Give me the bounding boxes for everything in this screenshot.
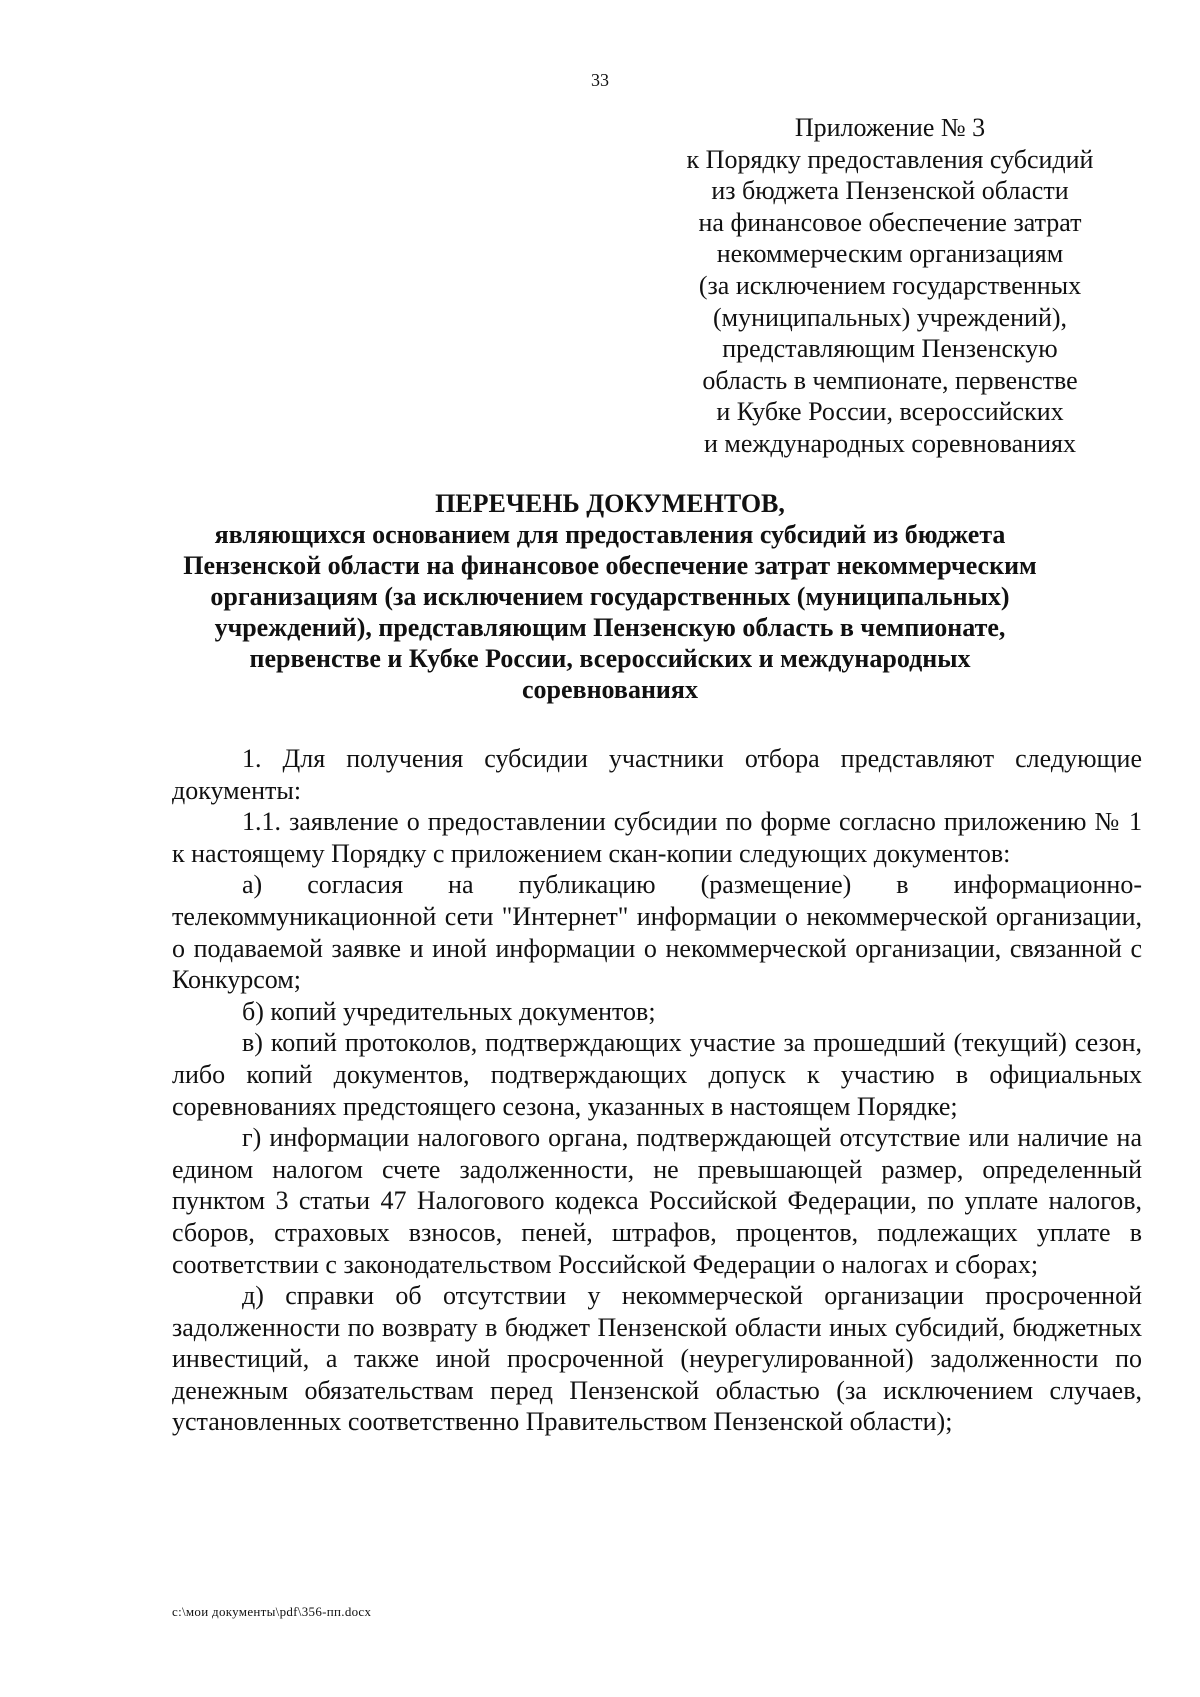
appendix-line: представляющим Пензенскую	[722, 334, 1058, 364]
appendix-line: (муниципальных) учреждений),	[712, 302, 1068, 332]
appendix-line: из бюджета Пензенской области	[711, 176, 1069, 206]
appendix-line: Приложение № 3	[794, 113, 986, 142]
title-line: Пензенской области на финансовое обеспечение затрат некоммерческим	[183, 551, 1037, 580]
paragraph-item-g: г) информации налогового органа, подтверждающей отсутствие или наличие на едином налогом счете задолженности, не превышающей размер, определенный пунктом 3 статьи 47 Налогового кодекса Российской Федерации, по уплате налогов, сборов, страховых взносов, пеней, штрафов, процентов, подлежащих уплате в соответствии с законодательством Российской Федерации о налогах и сборах;	[172, 1123, 1142, 1279]
appendix-line: и Кубке России, всероссийских	[716, 397, 1064, 427]
file-path-footer: c:\мои документы\pdf\356-пп.docx	[172, 1604, 372, 1619]
appendix-line: область в чемпионате, первенстве	[702, 365, 1078, 395]
paragraph-item-1: 1. Для получения субсидии участники отбора представляют следующие документы:	[172, 744, 1142, 805]
title-line: организациям (за исключением государственных (муниципальных)	[210, 582, 1010, 611]
paragraph-item-b: б) копий учредительных документов;	[242, 996, 656, 1026]
title-line: первенстве и Кубке России, всероссийских и международных	[249, 644, 971, 673]
appendix-line: и международных соревнованиях	[704, 428, 1076, 458]
appendix-line: к Порядку предоставления субсидий	[686, 144, 1094, 174]
title-line: соревнованиях	[522, 675, 698, 704]
title-line: являющихся основанием для предоставления субсидий из бюджета	[214, 520, 1006, 549]
paragraph-item-1-1: 1.1. заявление о предоставлении субсидии по форме согласно приложению № 1 к настоящему Порядку с приложением скан-копии следующих документов:	[172, 807, 1142, 868]
document-body	[172, 743, 1142, 1438]
appendix-line: (за исключением государственных	[698, 270, 1082, 300]
document-title	[150, 488, 1070, 705]
paragraph-item-a: а) согласия на публикацию (размещение) в информационно-телекоммуникационной сети "Интернет" информации о некоммерческой организации, о подаваемой заявке и иной информации о некоммерческой организации, связанной с Конкурсом;	[172, 870, 1142, 995]
paragraph-item-v: в) копий протоколов, подтверждающих участие за прошедший (текущий) сезон, либо копий документов, подтверждающих допуск к участию в официальных соревнованиях предстоящего сезона, указанных в настоящем Порядке;	[172, 1028, 1142, 1121]
paragraph-item-d: д) справки об отсутствии у некоммерческой организации просроченной задолженности по возврату в бюджет Пензенской области иных субсидий, бюджетных инвестиций, а также иной просроченной (неурегулированной) задолженности по денежным обязательствам перед Пензенской областью (за исключением случаев, установленных соответственно Правительством Пензенской области);	[172, 1281, 1142, 1437]
title-line: ПЕРЕЧЕНЬ ДОКУМЕНТОВ,	[435, 489, 785, 518]
appendix-line: некоммерческим организациям	[716, 239, 1064, 269]
title-line: учреждений), представляющим Пензенскую область в чемпионате,	[214, 613, 1006, 642]
page-number: 33	[591, 70, 609, 90]
appendix-line: на финансовое обеспечение затрат	[698, 207, 1082, 237]
appendix-header	[640, 112, 1140, 460]
